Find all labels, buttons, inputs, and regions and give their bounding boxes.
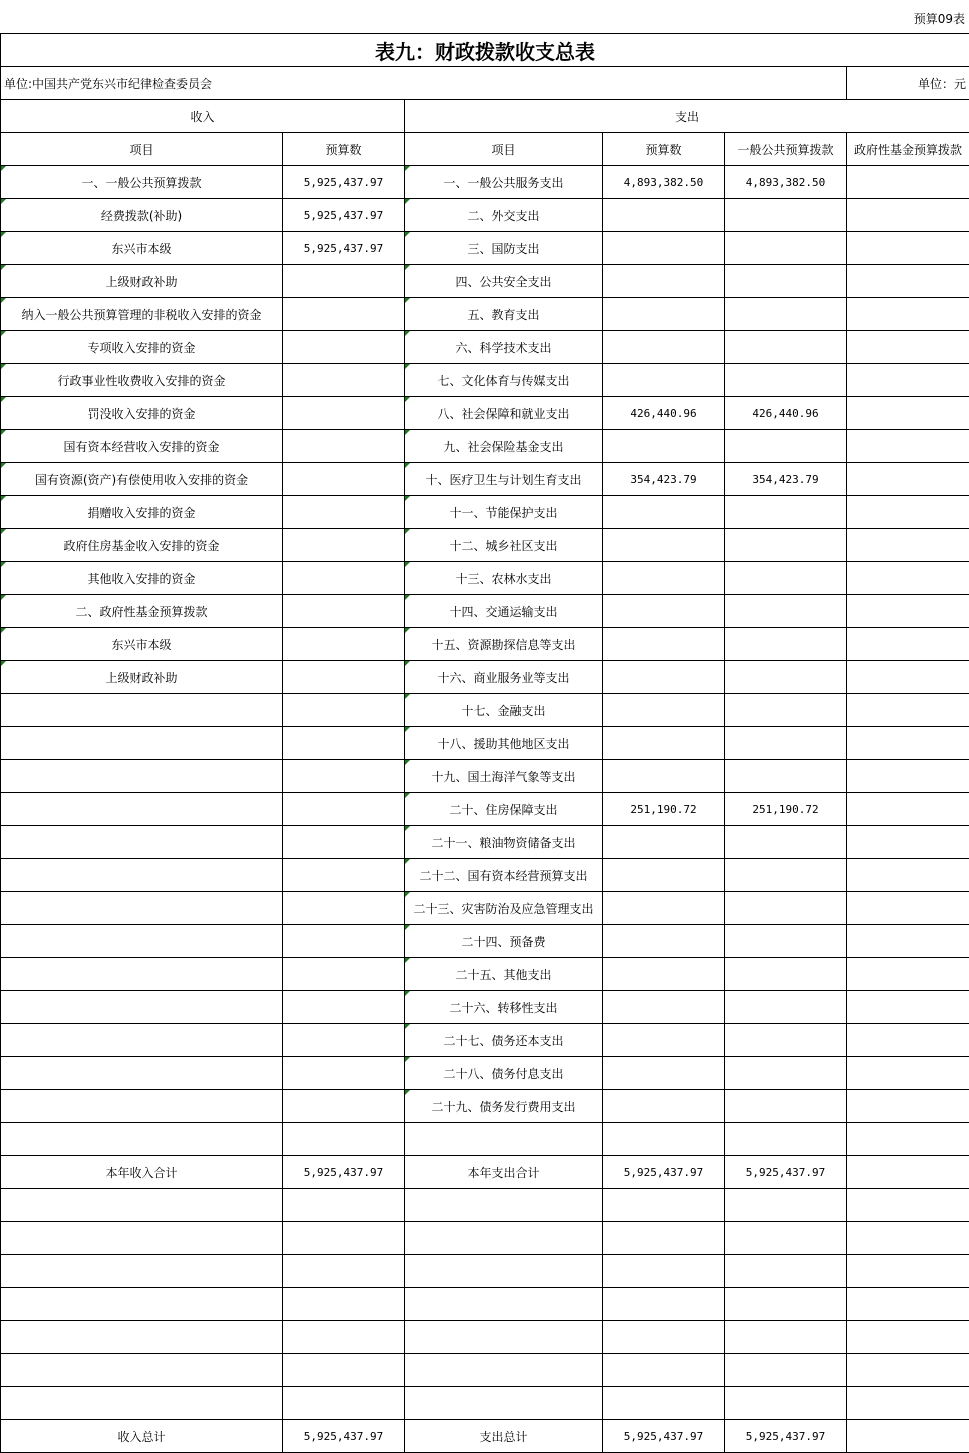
expense-budget-cell: 4,893,382.50 (603, 166, 725, 199)
expense-budget-cell (603, 298, 725, 331)
gov-fund-cell (847, 265, 969, 298)
expense-budget-cell (603, 628, 725, 661)
income-budget-cell (283, 925, 405, 958)
income-budget-cell: 5,925,437.97 (283, 1420, 405, 1453)
expense-item-cell (405, 1387, 603, 1420)
gov-fund-cell (847, 1321, 969, 1354)
income-budget-cell (283, 958, 405, 991)
general-budget-cell (725, 1057, 847, 1090)
income-item-cell: 专项收入安排的资金 (1, 331, 283, 364)
expense-budget-cell: 5,925,437.97 (603, 1156, 725, 1189)
expense-item-cell: 十七、金融支出 (405, 694, 603, 727)
income-budget-cell (283, 562, 405, 595)
gov-fund-cell (847, 991, 969, 1024)
table-row (1, 529, 969, 562)
expense-budget-cell (603, 859, 725, 892)
expense-item-cell: 十一、节能保护支出 (405, 496, 603, 529)
income-item-cell (1, 1354, 283, 1387)
income-budget-cell (283, 892, 405, 925)
expense-item-cell: 十五、资源勘探信息等支出 (405, 628, 603, 661)
income-item-cell: 上级财政补助 (1, 661, 283, 694)
table-row (1, 925, 969, 958)
table-row (1, 1387, 969, 1420)
general-budget-cell (725, 859, 847, 892)
expense-item-cell: 二十四、预备费 (405, 925, 603, 958)
expense-budget-cell (603, 595, 725, 628)
expense-item-header: 项目 (405, 133, 603, 166)
income-budget-cell (283, 1090, 405, 1123)
income-budget-cell (283, 1255, 405, 1288)
general-budget-cell (725, 265, 847, 298)
gov-fund-cell (847, 1354, 969, 1387)
table-row (1, 1222, 969, 1255)
general-budget-cell (725, 364, 847, 397)
expense-budget-cell (603, 826, 725, 859)
general-budget-cell (725, 562, 847, 595)
expense-section-header: 支出 (405, 100, 969, 133)
table-row (1, 628, 969, 661)
expense-item-cell: 二十六、转移性支出 (405, 991, 603, 1024)
expense-budget-cell: 251,190.72 (603, 793, 725, 826)
income-budget-cell: 5,925,437.97 (283, 199, 405, 232)
expense-budget-cell: 5,925,437.97 (603, 1420, 725, 1453)
income-budget-header: 预算数 (283, 133, 405, 166)
income-item-cell (1, 1090, 283, 1123)
expense-budget-cell (603, 364, 725, 397)
income-item-cell: 二、政府性基金预算拨款 (1, 595, 283, 628)
income-budget-cell (283, 529, 405, 562)
table-row (1, 727, 969, 760)
general-budget-cell (725, 595, 847, 628)
income-item-cell (1, 793, 283, 826)
expense-item-cell (405, 1255, 603, 1288)
income-item-cell (1, 760, 283, 793)
expense-item-cell: 五、教育支出 (405, 298, 603, 331)
income-item-cell: 本年收入合计 (1, 1156, 283, 1189)
income-budget-cell: 5,925,437.97 (283, 232, 405, 265)
expense-item-cell: 二十一、粮油物资储备支出 (405, 826, 603, 859)
general-budget-cell: 5,925,437.97 (725, 1420, 847, 1453)
gov-fund-cell (847, 199, 969, 232)
income-item-cell: 行政事业性收费收入安排的资金 (1, 364, 283, 397)
table-row (1, 892, 969, 925)
table-title: 表九：财政拨款收支总表 (1, 34, 969, 67)
general-budget-cell (725, 1123, 847, 1156)
gov-fund-cell (847, 1123, 969, 1156)
table-row (1, 397, 969, 430)
general-budget-cell (725, 1024, 847, 1057)
gov-fund-cell (847, 859, 969, 892)
income-item-cell: 上级财政补助 (1, 265, 283, 298)
expense-item-cell: 二十五、其他支出 (405, 958, 603, 991)
income-section-header: 收入 (1, 100, 405, 133)
income-budget-cell (283, 430, 405, 463)
expense-item-cell: 二十、住房保障支出 (405, 793, 603, 826)
income-budget-cell (283, 1321, 405, 1354)
income-item-cell: 国有资源(资产)有偿使用收入安排的资金 (1, 463, 283, 496)
general-budget-cell (725, 628, 847, 661)
income-budget-cell (283, 397, 405, 430)
table-row (1, 1354, 969, 1387)
general-budget-cell (725, 661, 847, 694)
general-budget-cell: 354,423.79 (725, 463, 847, 496)
general-budget-cell (725, 760, 847, 793)
expense-item-cell (405, 1288, 603, 1321)
gov-fund-cell (847, 925, 969, 958)
income-item-cell (1, 1123, 283, 1156)
gov-fund-cell (847, 793, 969, 826)
gov-fund-cell (847, 826, 969, 859)
expense-item-cell (405, 1189, 603, 1222)
general-budget-cell (725, 1090, 847, 1123)
gov-fund-cell (847, 1222, 969, 1255)
expense-item-cell: 二十二、国有资本经营预算支出 (405, 859, 603, 892)
gov-fund-cell (847, 166, 969, 199)
expense-budget-cell (603, 430, 725, 463)
expense-item-cell: 二、外交支出 (405, 199, 603, 232)
table-row (1, 859, 969, 892)
table-row (1, 298, 969, 331)
expense-budget-header: 预算数 (603, 133, 725, 166)
general-budget-cell (725, 727, 847, 760)
income-budget-cell (283, 463, 405, 496)
expense-budget-cell (603, 958, 725, 991)
income-item-header: 项目 (1, 133, 283, 166)
general-budget-cell: 4,893,382.50 (725, 166, 847, 199)
gov-fund-cell (847, 628, 969, 661)
table-row (1, 1024, 969, 1057)
unit-label: 单位:中国共产党东兴市纪律检查委员会 (1, 67, 847, 100)
gov-fund-cell (847, 958, 969, 991)
income-item-cell (1, 1288, 283, 1321)
table-row (1, 265, 969, 298)
table-row (1, 199, 969, 232)
expense-budget-cell (603, 727, 725, 760)
expense-budget-cell (603, 1387, 725, 1420)
general-budget-cell (725, 1222, 847, 1255)
table-row (1, 1420, 969, 1453)
gov-fund-cell (847, 1189, 969, 1222)
income-item-cell (1, 958, 283, 991)
gov-fund-cell (847, 595, 969, 628)
income-item-cell (1, 826, 283, 859)
gov-fund-cell (847, 694, 969, 727)
income-budget-cell (283, 826, 405, 859)
gov-fund-cell (847, 364, 969, 397)
general-budget-cell (725, 958, 847, 991)
expense-item-cell: 四、公共安全支出 (405, 265, 603, 298)
income-item-cell: 政府住房基金收入安排的资金 (1, 529, 283, 562)
general-budget-cell (725, 1387, 847, 1420)
income-item-cell: 经费拨款(补助) (1, 199, 283, 232)
income-item-cell (1, 925, 283, 958)
income-item-cell (1, 1321, 283, 1354)
income-budget-cell (283, 661, 405, 694)
general-budget-cell (725, 925, 847, 958)
general-budget-cell (725, 826, 847, 859)
income-item-cell: 一、一般公共预算拨款 (1, 166, 283, 199)
income-item-cell (1, 727, 283, 760)
income-item-cell (1, 1222, 283, 1255)
table-row (1, 1288, 969, 1321)
expense-item-cell: 十六、商业服务业等支出 (405, 661, 603, 694)
expense-item-cell: 三、国防支出 (405, 232, 603, 265)
expense-item-cell: 十四、交通运输支出 (405, 595, 603, 628)
table-row (1, 1255, 969, 1288)
income-item-cell (1, 1057, 283, 1090)
general-budget-cell (725, 694, 847, 727)
income-item-cell: 纳入一般公共预算管理的非税收入安排的资金 (1, 298, 283, 331)
expense-item-cell: 十三、农林水支出 (405, 562, 603, 595)
table-row (1, 1189, 969, 1222)
gov-fund-cell (847, 331, 969, 364)
gov-fund-cell (847, 397, 969, 430)
gov-fund-cell (847, 529, 969, 562)
expense-budget-cell (603, 199, 725, 232)
table-row (1, 496, 969, 529)
table-row (1, 661, 969, 694)
expense-budget-cell (603, 661, 725, 694)
income-budget-cell: 5,925,437.97 (283, 1156, 405, 1189)
general-budget-cell (725, 232, 847, 265)
table-row (1, 991, 969, 1024)
general-budget-cell (725, 199, 847, 232)
income-budget-cell (283, 1288, 405, 1321)
income-budget-cell (283, 1222, 405, 1255)
expense-item-cell (405, 1321, 603, 1354)
gov-fund-cell (847, 1387, 969, 1420)
income-item-cell (1, 859, 283, 892)
income-budget-cell (283, 265, 405, 298)
expense-item-cell: 九、社会保险基金支出 (405, 430, 603, 463)
gov-fund-cell (847, 1255, 969, 1288)
expense-item-cell (405, 1354, 603, 1387)
income-budget-cell (283, 793, 405, 826)
income-item-cell: 捐赠收入安排的资金 (1, 496, 283, 529)
expense-budget-cell (603, 694, 725, 727)
gov-fund-cell (847, 1090, 969, 1123)
table-row (1, 760, 969, 793)
general-budget-header: 一般公共预算拨款 (725, 133, 847, 166)
income-item-cell: 东兴市本级 (1, 232, 283, 265)
gov-fund-cell (847, 496, 969, 529)
expense-budget-cell (603, 1024, 725, 1057)
currency-label: 单位：元 (847, 67, 969, 100)
income-item-cell: 其他收入安排的资金 (1, 562, 283, 595)
gov-fund-cell (847, 1156, 969, 1189)
income-item-cell (1, 991, 283, 1024)
expense-item-cell: 二十八、债务付息支出 (405, 1057, 603, 1090)
table-row (1, 1057, 969, 1090)
income-budget-cell (283, 364, 405, 397)
gov-fund-cell (847, 760, 969, 793)
expense-budget-cell (603, 1321, 725, 1354)
income-budget-cell (283, 1123, 405, 1156)
income-budget-cell (283, 595, 405, 628)
income-budget-cell (283, 628, 405, 661)
table-row (1, 430, 969, 463)
income-budget-cell (283, 760, 405, 793)
expense-item-cell: 十二、城乡社区支出 (405, 529, 603, 562)
general-budget-cell (725, 991, 847, 1024)
expense-item-cell: 十九、国土海洋气象等支出 (405, 760, 603, 793)
income-budget-cell (283, 991, 405, 1024)
income-item-cell (1, 1387, 283, 1420)
income-budget-cell (283, 1354, 405, 1387)
general-budget-cell: 251,190.72 (725, 793, 847, 826)
expense-item-cell: 支出总计 (405, 1420, 603, 1453)
general-budget-cell (725, 1255, 847, 1288)
expense-item-cell: 十、医疗卫生与计划生育支出 (405, 463, 603, 496)
form-code: 预算09表 (913, 12, 965, 26)
expense-item-cell (405, 1222, 603, 1255)
expense-budget-cell (603, 331, 725, 364)
income-item-cell: 国有资本经营收入安排的资金 (1, 430, 283, 463)
expense-item-cell (405, 1123, 603, 1156)
general-budget-cell (725, 892, 847, 925)
expense-budget-cell (603, 265, 725, 298)
general-budget-cell (725, 1321, 847, 1354)
fiscal-appropriation-table (0, 33, 969, 1453)
table-row (1, 958, 969, 991)
general-budget-cell (725, 529, 847, 562)
income-item-cell (1, 1255, 283, 1288)
expense-item-cell: 一、一般公共服务支出 (405, 166, 603, 199)
general-budget-cell (725, 1288, 847, 1321)
table-row (1, 1090, 969, 1123)
expense-budget-cell (603, 1288, 725, 1321)
general-budget-cell (725, 331, 847, 364)
table-row (1, 694, 969, 727)
income-item-cell (1, 1189, 283, 1222)
gov-fund-cell (847, 661, 969, 694)
expense-budget-cell (603, 1354, 725, 1387)
expense-budget-cell (603, 1222, 725, 1255)
income-budget-cell: 5,925,437.97 (283, 166, 405, 199)
expense-budget-cell (603, 529, 725, 562)
expense-budget-cell (603, 1090, 725, 1123)
expense-budget-cell (603, 496, 725, 529)
expense-item-cell: 七、文化体育与传媒支出 (405, 364, 603, 397)
income-budget-cell (283, 859, 405, 892)
expense-budget-cell: 354,423.79 (603, 463, 725, 496)
income-item-cell (1, 892, 283, 925)
gov-fund-cell (847, 1057, 969, 1090)
table-row (1, 166, 969, 199)
general-budget-cell (725, 1354, 847, 1387)
table-row (1, 1321, 969, 1354)
expense-budget-cell (603, 991, 725, 1024)
table-row (1, 562, 969, 595)
gov-fund-header: 政府性基金预算拨款 (847, 133, 969, 166)
general-budget-cell (725, 298, 847, 331)
income-item-cell: 罚没收入安排的资金 (1, 397, 283, 430)
expense-item-cell: 十八、援助其他地区支出 (405, 727, 603, 760)
expense-budget-cell (603, 1057, 725, 1090)
expense-budget-cell (603, 232, 725, 265)
income-budget-cell (283, 694, 405, 727)
gov-fund-cell (847, 298, 969, 331)
income-item-cell: 收入总计 (1, 1420, 283, 1453)
expense-budget-cell (603, 1255, 725, 1288)
income-item-cell (1, 1024, 283, 1057)
expense-budget-cell (603, 925, 725, 958)
expense-item-cell: 八、社会保障和就业支出 (405, 397, 603, 430)
income-budget-cell (283, 1057, 405, 1090)
table-row (1, 331, 969, 364)
income-budget-cell (283, 727, 405, 760)
income-budget-cell (283, 331, 405, 364)
table-row (1, 1123, 969, 1156)
general-budget-cell (725, 496, 847, 529)
expense-budget-cell (603, 562, 725, 595)
gov-fund-cell (847, 727, 969, 760)
table-row (1, 826, 969, 859)
income-item-cell: 东兴市本级 (1, 628, 283, 661)
gov-fund-cell (847, 463, 969, 496)
gov-fund-cell (847, 1420, 969, 1453)
gov-fund-cell (847, 1288, 969, 1321)
gov-fund-cell (847, 1024, 969, 1057)
income-budget-cell (283, 496, 405, 529)
expense-item-cell: 本年支出合计 (405, 1156, 603, 1189)
gov-fund-cell (847, 892, 969, 925)
expense-item-cell: 六、科学技术支出 (405, 331, 603, 364)
expense-item-cell: 二十七、债务还本支出 (405, 1024, 603, 1057)
income-budget-cell (283, 1024, 405, 1057)
gov-fund-cell (847, 562, 969, 595)
expense-item-cell: 二十三、灾害防治及应急管理支出 (405, 892, 603, 925)
general-budget-cell: 426,440.96 (725, 397, 847, 430)
table-row (1, 463, 969, 496)
expense-budget-cell (603, 1189, 725, 1222)
table-row (1, 595, 969, 628)
expense-budget-cell (603, 892, 725, 925)
expense-item-cell: 二十九、债务发行费用支出 (405, 1090, 603, 1123)
general-budget-cell (725, 1189, 847, 1222)
table-row (1, 364, 969, 397)
expense-budget-cell (603, 1123, 725, 1156)
gov-fund-cell (847, 232, 969, 265)
expense-budget-cell: 426,440.96 (603, 397, 725, 430)
table-row (1, 793, 969, 826)
gov-fund-cell (847, 430, 969, 463)
table-row (1, 1156, 969, 1189)
income-budget-cell (283, 1387, 405, 1420)
income-item-cell (1, 694, 283, 727)
table-row (1, 232, 969, 265)
income-budget-cell (283, 1189, 405, 1222)
income-budget-cell (283, 298, 405, 331)
general-budget-cell: 5,925,437.97 (725, 1156, 847, 1189)
general-budget-cell (725, 430, 847, 463)
expense-budget-cell (603, 760, 725, 793)
